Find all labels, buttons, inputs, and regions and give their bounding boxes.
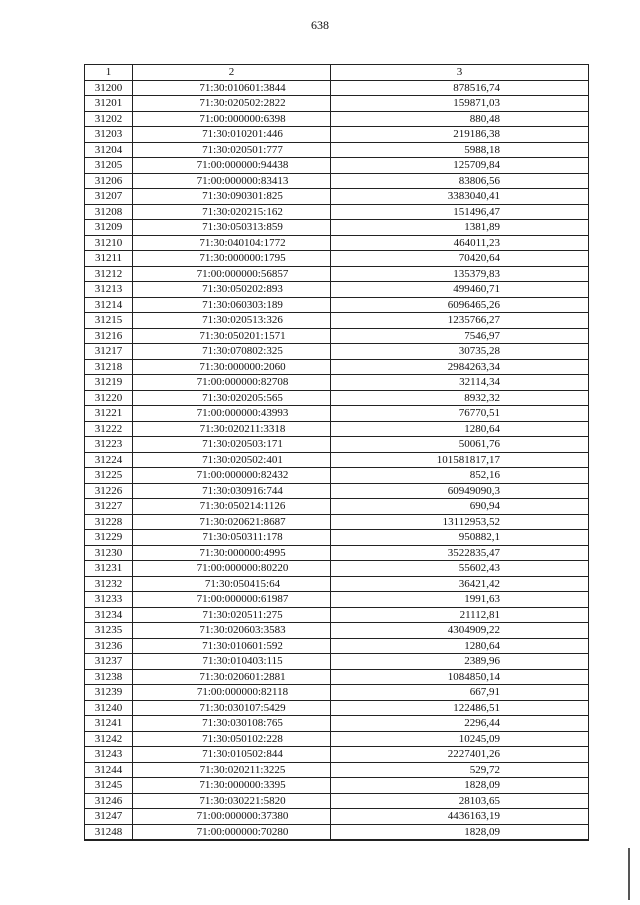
value-cell: 690,94 [331, 499, 589, 515]
cadastral-number-cell: 71:30:070802:325 [133, 344, 331, 360]
table-row [85, 747, 589, 763]
value-cell: 1991,63 [331, 592, 589, 608]
data-table-container [84, 64, 588, 841]
cadastral-number-cell: 71:30:010403:115 [133, 654, 331, 670]
column-header-1: 1 [85, 65, 133, 81]
row-number-cell: 31222 [85, 421, 133, 437]
row-number-cell: 31234 [85, 607, 133, 623]
value-cell: 5988,18 [331, 142, 589, 158]
table-row [85, 344, 589, 360]
table-header-row [85, 65, 589, 81]
row-number-cell: 31210 [85, 235, 133, 251]
row-number-cell: 31209 [85, 220, 133, 236]
row-number-cell: 31213 [85, 282, 133, 298]
table-row [85, 530, 589, 546]
table-row [85, 297, 589, 313]
value-cell: 464011,23 [331, 235, 589, 251]
table-row [85, 111, 589, 127]
table-row [85, 359, 589, 375]
table-row [85, 96, 589, 112]
value-cell: 83806,56 [331, 173, 589, 189]
value-cell: 36421,42 [331, 576, 589, 592]
table-row [85, 204, 589, 220]
row-number-cell: 31223 [85, 437, 133, 453]
cadastral-number-cell: 71:30:000000:1795 [133, 251, 331, 267]
cadastral-number-cell: 71:30:020511:275 [133, 607, 331, 623]
cadastral-number-cell: 71:00:000000:6398 [133, 111, 331, 127]
row-number-cell: 31201 [85, 96, 133, 112]
table-row [85, 607, 589, 623]
cadastral-number-cell: 71:30:020502:401 [133, 452, 331, 468]
cadastral-number-cell: 71:00:000000:56857 [133, 266, 331, 282]
column-header-3: 3 [331, 65, 589, 81]
row-number-cell: 31230 [85, 545, 133, 561]
cadastral-number-cell: 71:30:010601:3844 [133, 80, 331, 96]
table-row [85, 592, 589, 608]
table-row [85, 80, 589, 96]
cadastral-number-cell: 71:30:010601:592 [133, 638, 331, 654]
table-row [85, 545, 589, 561]
value-cell: 1235766,27 [331, 313, 589, 329]
table-row [85, 282, 589, 298]
row-number-cell: 31241 [85, 716, 133, 732]
cadastral-number-cell: 71:30:000000:4995 [133, 545, 331, 561]
row-number-cell: 31219 [85, 375, 133, 391]
value-cell: 8932,32 [331, 390, 589, 406]
table-row [85, 251, 589, 267]
table-row [85, 406, 589, 422]
value-cell: 2984263,34 [331, 359, 589, 375]
row-number-cell: 31214 [85, 297, 133, 313]
row-number-cell: 31235 [85, 623, 133, 639]
table-row [85, 669, 589, 685]
cadastral-number-cell: 71:30:020603:3583 [133, 623, 331, 639]
value-cell: 219186,38 [331, 127, 589, 143]
table-row [85, 220, 589, 236]
cadastral-number-cell: 71:30:020211:3318 [133, 421, 331, 437]
row-number-cell: 31218 [85, 359, 133, 375]
row-number-cell: 31206 [85, 173, 133, 189]
row-number-cell: 31246 [85, 793, 133, 809]
table-row [85, 437, 589, 453]
row-number-cell: 31247 [85, 809, 133, 825]
value-cell: 60949090,3 [331, 483, 589, 499]
table-row [85, 716, 589, 732]
value-cell: 878516,74 [331, 80, 589, 96]
cadastral-number-cell: 71:30:050415:64 [133, 576, 331, 592]
row-number-cell: 31203 [85, 127, 133, 143]
row-number-cell: 31227 [85, 499, 133, 515]
cadastral-number-cell: 71:00:000000:82708 [133, 375, 331, 391]
data-table [84, 64, 589, 841]
value-cell: 4304909,22 [331, 623, 589, 639]
row-number-cell: 31216 [85, 328, 133, 344]
row-number-cell: 31237 [85, 654, 133, 670]
table-row [85, 731, 589, 747]
row-number-cell: 31242 [85, 731, 133, 747]
value-cell: 950882,1 [331, 530, 589, 546]
table-row [85, 685, 589, 701]
table-row [85, 576, 589, 592]
table-row [85, 778, 589, 794]
table-row [85, 266, 589, 282]
value-cell: 3383040,41 [331, 189, 589, 205]
table-row [85, 483, 589, 499]
row-number-cell: 31231 [85, 561, 133, 577]
value-cell: 151496,47 [331, 204, 589, 220]
row-number-cell: 31244 [85, 762, 133, 778]
cadastral-number-cell: 71:30:020211:3225 [133, 762, 331, 778]
value-cell: 32114,34 [331, 375, 589, 391]
cadastral-number-cell: 71:30:050313:859 [133, 220, 331, 236]
row-number-cell: 31224 [85, 452, 133, 468]
row-number-cell: 31205 [85, 158, 133, 174]
value-cell: 7546,97 [331, 328, 589, 344]
value-cell: 6096465,26 [331, 297, 589, 313]
value-cell: 21112,81 [331, 607, 589, 623]
table-row [85, 762, 589, 778]
cadastral-number-cell: 71:30:040104:1772 [133, 235, 331, 251]
table-row [85, 235, 589, 251]
cadastral-number-cell: 71:30:020601:2881 [133, 669, 331, 685]
value-cell: 1381,89 [331, 220, 589, 236]
value-cell: 1280,64 [331, 421, 589, 437]
value-cell: 3522835,47 [331, 545, 589, 561]
table-row [85, 468, 589, 484]
table-row [85, 809, 589, 825]
cadastral-number-cell: 71:30:020502:2822 [133, 96, 331, 112]
row-number-cell: 31225 [85, 468, 133, 484]
row-number-cell: 31236 [85, 638, 133, 654]
row-number-cell: 31243 [85, 747, 133, 763]
table-row [85, 700, 589, 716]
table-row [85, 654, 589, 670]
cadastral-number-cell: 71:30:020215:162 [133, 204, 331, 220]
value-cell: 30735,28 [331, 344, 589, 360]
value-cell: 10245,09 [331, 731, 589, 747]
cadastral-number-cell: 71:30:030221:5820 [133, 793, 331, 809]
value-cell: 1828,09 [331, 824, 589, 840]
value-cell: 529,72 [331, 762, 589, 778]
cadastral-number-cell: 71:30:000000:3395 [133, 778, 331, 794]
cadastral-number-cell: 71:30:020513:326 [133, 313, 331, 329]
value-cell: 1828,09 [331, 778, 589, 794]
cadastral-number-cell: 71:30:020501:777 [133, 142, 331, 158]
cadastral-number-cell: 71:00:000000:82118 [133, 685, 331, 701]
column-header-2: 2 [133, 65, 331, 81]
table-row [85, 499, 589, 515]
cadastral-number-cell: 71:00:000000:43993 [133, 406, 331, 422]
row-number-cell: 31221 [85, 406, 133, 422]
value-cell: 2296,44 [331, 716, 589, 732]
table-row [85, 189, 589, 205]
value-cell: 13112953,52 [331, 514, 589, 530]
table-row [85, 142, 589, 158]
value-cell: 70420,64 [331, 251, 589, 267]
value-cell: 852,16 [331, 468, 589, 484]
cadastral-number-cell: 71:00:000000:80220 [133, 561, 331, 577]
table-row [85, 793, 589, 809]
cadastral-number-cell: 71:00:000000:61987 [133, 592, 331, 608]
value-cell: 125709,84 [331, 158, 589, 174]
row-number-cell: 31211 [85, 251, 133, 267]
cadastral-number-cell: 71:30:050202:893 [133, 282, 331, 298]
table-row [85, 638, 589, 654]
row-number-cell: 31245 [85, 778, 133, 794]
table-row [85, 313, 589, 329]
page-number: 638 [311, 18, 329, 32]
row-number-cell: 31228 [85, 514, 133, 530]
row-number-cell: 31232 [85, 576, 133, 592]
value-cell: 28103,65 [331, 793, 589, 809]
row-number-cell: 31239 [85, 685, 133, 701]
value-cell: 101581817,17 [331, 452, 589, 468]
value-cell: 2227401,26 [331, 747, 589, 763]
cadastral-number-cell: 71:00:000000:94438 [133, 158, 331, 174]
cadastral-number-cell: 71:30:000000:2060 [133, 359, 331, 375]
table-row [85, 375, 589, 391]
row-number-cell: 31226 [85, 483, 133, 499]
row-number-cell: 31207 [85, 189, 133, 205]
scan-edge-mark [628, 848, 630, 900]
row-number-cell: 31238 [85, 669, 133, 685]
cadastral-number-cell: 71:30:050214:1126 [133, 499, 331, 515]
cadastral-number-cell: 71:30:030916:744 [133, 483, 331, 499]
value-cell: 159871,03 [331, 96, 589, 112]
value-cell: 76770,51 [331, 406, 589, 422]
table-row [85, 623, 589, 639]
cadastral-number-cell: 71:30:050311:178 [133, 530, 331, 546]
value-cell: 55602,43 [331, 561, 589, 577]
table-row [85, 452, 589, 468]
table-row [85, 127, 589, 143]
value-cell: 880,48 [331, 111, 589, 127]
cadastral-number-cell: 71:30:090301:825 [133, 189, 331, 205]
cadastral-number-cell: 71:30:050201:1571 [133, 328, 331, 344]
cadastral-number-cell: 71:30:020503:171 [133, 437, 331, 453]
table-row [85, 514, 589, 530]
table-row [85, 158, 589, 174]
value-cell: 135379,83 [331, 266, 589, 282]
cadastral-number-cell: 71:30:050102:228 [133, 731, 331, 747]
cadastral-number-cell: 71:30:060303:189 [133, 297, 331, 313]
row-number-cell: 31202 [85, 111, 133, 127]
value-cell: 4436163,19 [331, 809, 589, 825]
value-cell: 1280,64 [331, 638, 589, 654]
table-row [85, 421, 589, 437]
row-number-cell: 31217 [85, 344, 133, 360]
value-cell: 2389,96 [331, 654, 589, 670]
row-number-cell: 31220 [85, 390, 133, 406]
cadastral-number-cell: 71:00:000000:83413 [133, 173, 331, 189]
cadastral-number-cell: 71:30:020205:565 [133, 390, 331, 406]
row-number-cell: 31215 [85, 313, 133, 329]
row-number-cell: 31248 [85, 824, 133, 840]
cadastral-number-cell: 71:00:000000:37380 [133, 809, 331, 825]
value-cell: 50061,76 [331, 437, 589, 453]
cadastral-number-cell: 71:30:030108:765 [133, 716, 331, 732]
value-cell: 499460,71 [331, 282, 589, 298]
table-body [85, 80, 589, 840]
cadastral-number-cell: 71:00:000000:82432 [133, 468, 331, 484]
table-row [85, 390, 589, 406]
value-cell: 122486,51 [331, 700, 589, 716]
row-number-cell: 31208 [85, 204, 133, 220]
row-number-cell: 31212 [85, 266, 133, 282]
table-row [85, 173, 589, 189]
table-row [85, 824, 589, 840]
table-row [85, 561, 589, 577]
row-number-cell: 31233 [85, 592, 133, 608]
cadastral-number-cell: 71:30:010502:844 [133, 747, 331, 763]
cadastral-number-cell: 71:30:030107:5429 [133, 700, 331, 716]
value-cell: 667,91 [331, 685, 589, 701]
cadastral-number-cell: 71:30:020621:8687 [133, 514, 331, 530]
row-number-cell: 31200 [85, 80, 133, 96]
table-row [85, 328, 589, 344]
row-number-cell: 31240 [85, 700, 133, 716]
cadastral-number-cell: 71:00:000000:70280 [133, 824, 331, 840]
row-number-cell: 31229 [85, 530, 133, 546]
cadastral-number-cell: 71:30:010201:446 [133, 127, 331, 143]
row-number-cell: 31204 [85, 142, 133, 158]
value-cell: 1084850,14 [331, 669, 589, 685]
